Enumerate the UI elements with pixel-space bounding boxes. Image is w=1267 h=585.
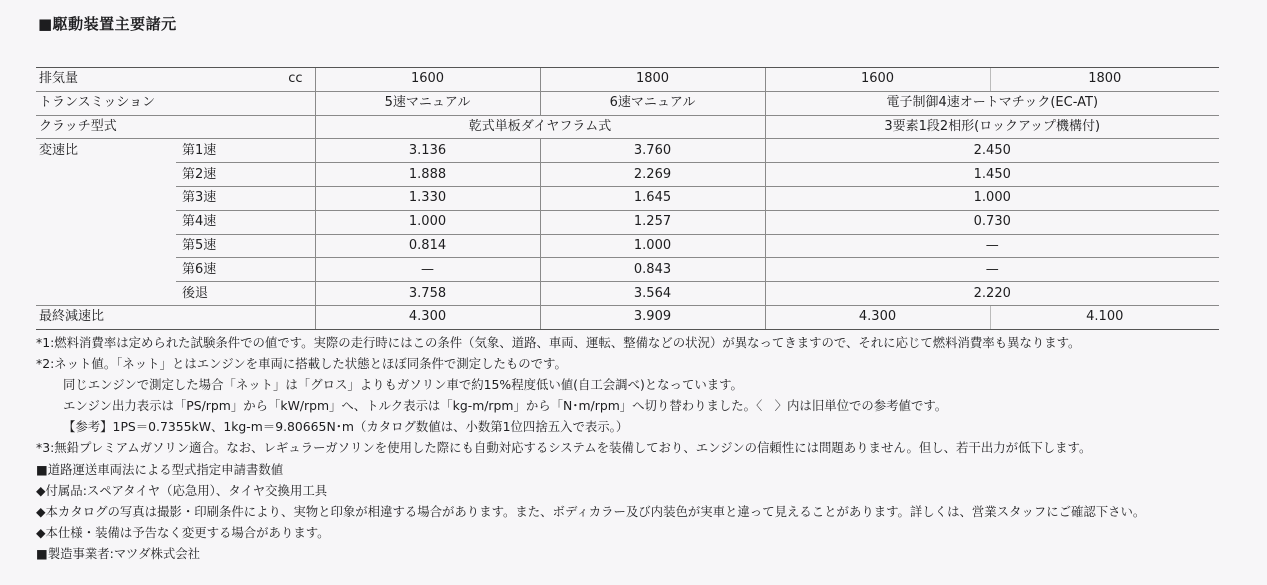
table-cell: 1.645 (540, 186, 765, 210)
page-title: ■駆動装置主要諸元 (38, 15, 177, 33)
table-cell: 2.220 (765, 282, 1219, 306)
table-cell: 1.000 (540, 234, 765, 258)
note-unit-change: エンジン出力表示は「PS/rpm」から「kW/rpm」へ、トルク表示は「kg-m/rpm」から「N･m/rpm」へ切り替わりました。〈 〉内は旧単位での参考値です。 (63, 398, 948, 414)
table-cell: 0.843 (540, 258, 765, 282)
table-cell: 2.269 (540, 163, 765, 187)
table-cell: 1.000 (765, 186, 1219, 210)
table-cell: 乾式単板ダイヤフラム式 (315, 115, 765, 139)
displacement-row (36, 68, 1219, 92)
gear-row (36, 258, 1219, 282)
gear-label: 第4速 (176, 210, 315, 234)
empty-cell (36, 163, 176, 187)
gear-label: 第1速 (176, 139, 315, 163)
note-catalog-photos: ◆本カタログの写真は撮影・印刷条件により、実物と印象が相違する場合があります。また、ボディカラー及び内装色が実車と違って見えることがあります。詳しくは、営業スタッフにご確認下さい。 (36, 503, 1146, 519)
empty-cell (36, 258, 176, 282)
table-cell: 1.888 (315, 163, 540, 187)
note-net-value: *2:ネット値。「ネット」とはエンジンを車両に搭載した状態とほぼ同条件で測定したものです。 (36, 356, 567, 372)
table-cell: 3要素1段2相形(ロックアップ機構付) (765, 115, 1219, 139)
table-cell: 1.330 (315, 186, 540, 210)
table-cell: 4.300 (315, 305, 540, 329)
empty-cell (36, 234, 176, 258)
table-cell: 1600 (765, 68, 990, 92)
table-cell: 1600 (315, 68, 540, 92)
gear-label: 第5速 (176, 234, 315, 258)
table-cell: 3.760 (540, 139, 765, 163)
table-cell: 0.814 (315, 234, 540, 258)
row-label: 変速比 (39, 143, 79, 159)
table-cell: 4.300 (765, 305, 990, 329)
table-cell: 1800 (990, 68, 1219, 92)
table-cell: — (765, 258, 1219, 282)
gear-row (36, 282, 1219, 306)
note-spec-change: ◆本仕様・装備は予告なく変更する場合があります。 (36, 524, 330, 540)
table-cell: — (765, 234, 1219, 258)
table-cell: 3.909 (540, 305, 765, 329)
table-cell: 1800 (540, 68, 765, 92)
unit-label: cc (176, 68, 315, 92)
table-cell: 2.450 (765, 139, 1219, 163)
row-label: トランスミッション (36, 91, 315, 115)
table-cell: 1.257 (540, 210, 765, 234)
table-cell: 電子制御4速オートマチック(EC-AT) (765, 91, 1219, 115)
table-cell: — (315, 258, 540, 282)
gear-label: 第2速 (176, 163, 315, 187)
empty-cell (36, 282, 176, 306)
gear-row (36, 139, 1219, 163)
gear-row (36, 210, 1219, 234)
row-label: 排気量 (36, 68, 176, 92)
note-premium-gasoline: *3:無鉛プレミアムガソリン適合。なお、レギュラーガソリンを使用した際にも自動対応するシステムを装備しており、エンジンの信頼性には問題ありません。但し、若干出力が低下します。 (36, 440, 1092, 456)
transmission-row (36, 91, 1219, 115)
gear-row (36, 163, 1219, 187)
empty-cell (36, 186, 176, 210)
final-ratio-row (36, 305, 1219, 329)
gear-row (36, 234, 1219, 258)
note-reference: 【参考】1PS＝0.7355kW、1kg-m＝9.80665N･m（カタログ数値は、小数第1位四捨五入で表示。） (63, 419, 629, 435)
row-label: クラッチ型式 (36, 115, 315, 139)
gear-label: 後退 (176, 282, 315, 306)
table-cell: 1.000 (315, 210, 540, 234)
empty-cell (36, 210, 176, 234)
table-cell: 3.758 (315, 282, 540, 306)
gear-label: 第6速 (176, 258, 315, 282)
table-cell: 6速マニュアル (540, 91, 765, 115)
note-manufacturer: ■製造事業者:マツダ株式会社 (36, 545, 201, 561)
note-accessories: ◆付属品:スペアタイヤ（応急用）、タイヤ交換用工具 (36, 482, 328, 498)
gear-label: 第3速 (176, 186, 315, 210)
table-cell: 5速マニュアル (315, 91, 540, 115)
footnotes (36, 332, 1145, 564)
table-cell: 1.450 (765, 163, 1219, 187)
drivetrain-spec-table (36, 67, 1219, 330)
table-cell: 4.100 (990, 305, 1219, 329)
gear-row (36, 186, 1219, 210)
note-fuel-consumption: *1:燃料消費率は定められた試験条件での値です。実際の走行時にはこの条件（気象、道路、車両、運転、整備などの状況）が異なってきますので、それに応じて燃料消費率も異なります。 (36, 335, 1081, 350)
note-net-vs-gross: 同じエンジンで測定した場合「ネット」は「グロス」よりもガソリン車で約15%程度低い値(自工会調べ)となっています。 (63, 377, 743, 393)
table-cell: 3.564 (540, 282, 765, 306)
note-road-vehicle-law: ■道路運送車両法による型式指定申請書数値 (36, 461, 284, 477)
table-cell: 0.730 (765, 210, 1219, 234)
clutch-row (36, 115, 1219, 139)
row-label: 最終減速比 (36, 305, 315, 329)
table-cell: 3.136 (315, 139, 540, 163)
